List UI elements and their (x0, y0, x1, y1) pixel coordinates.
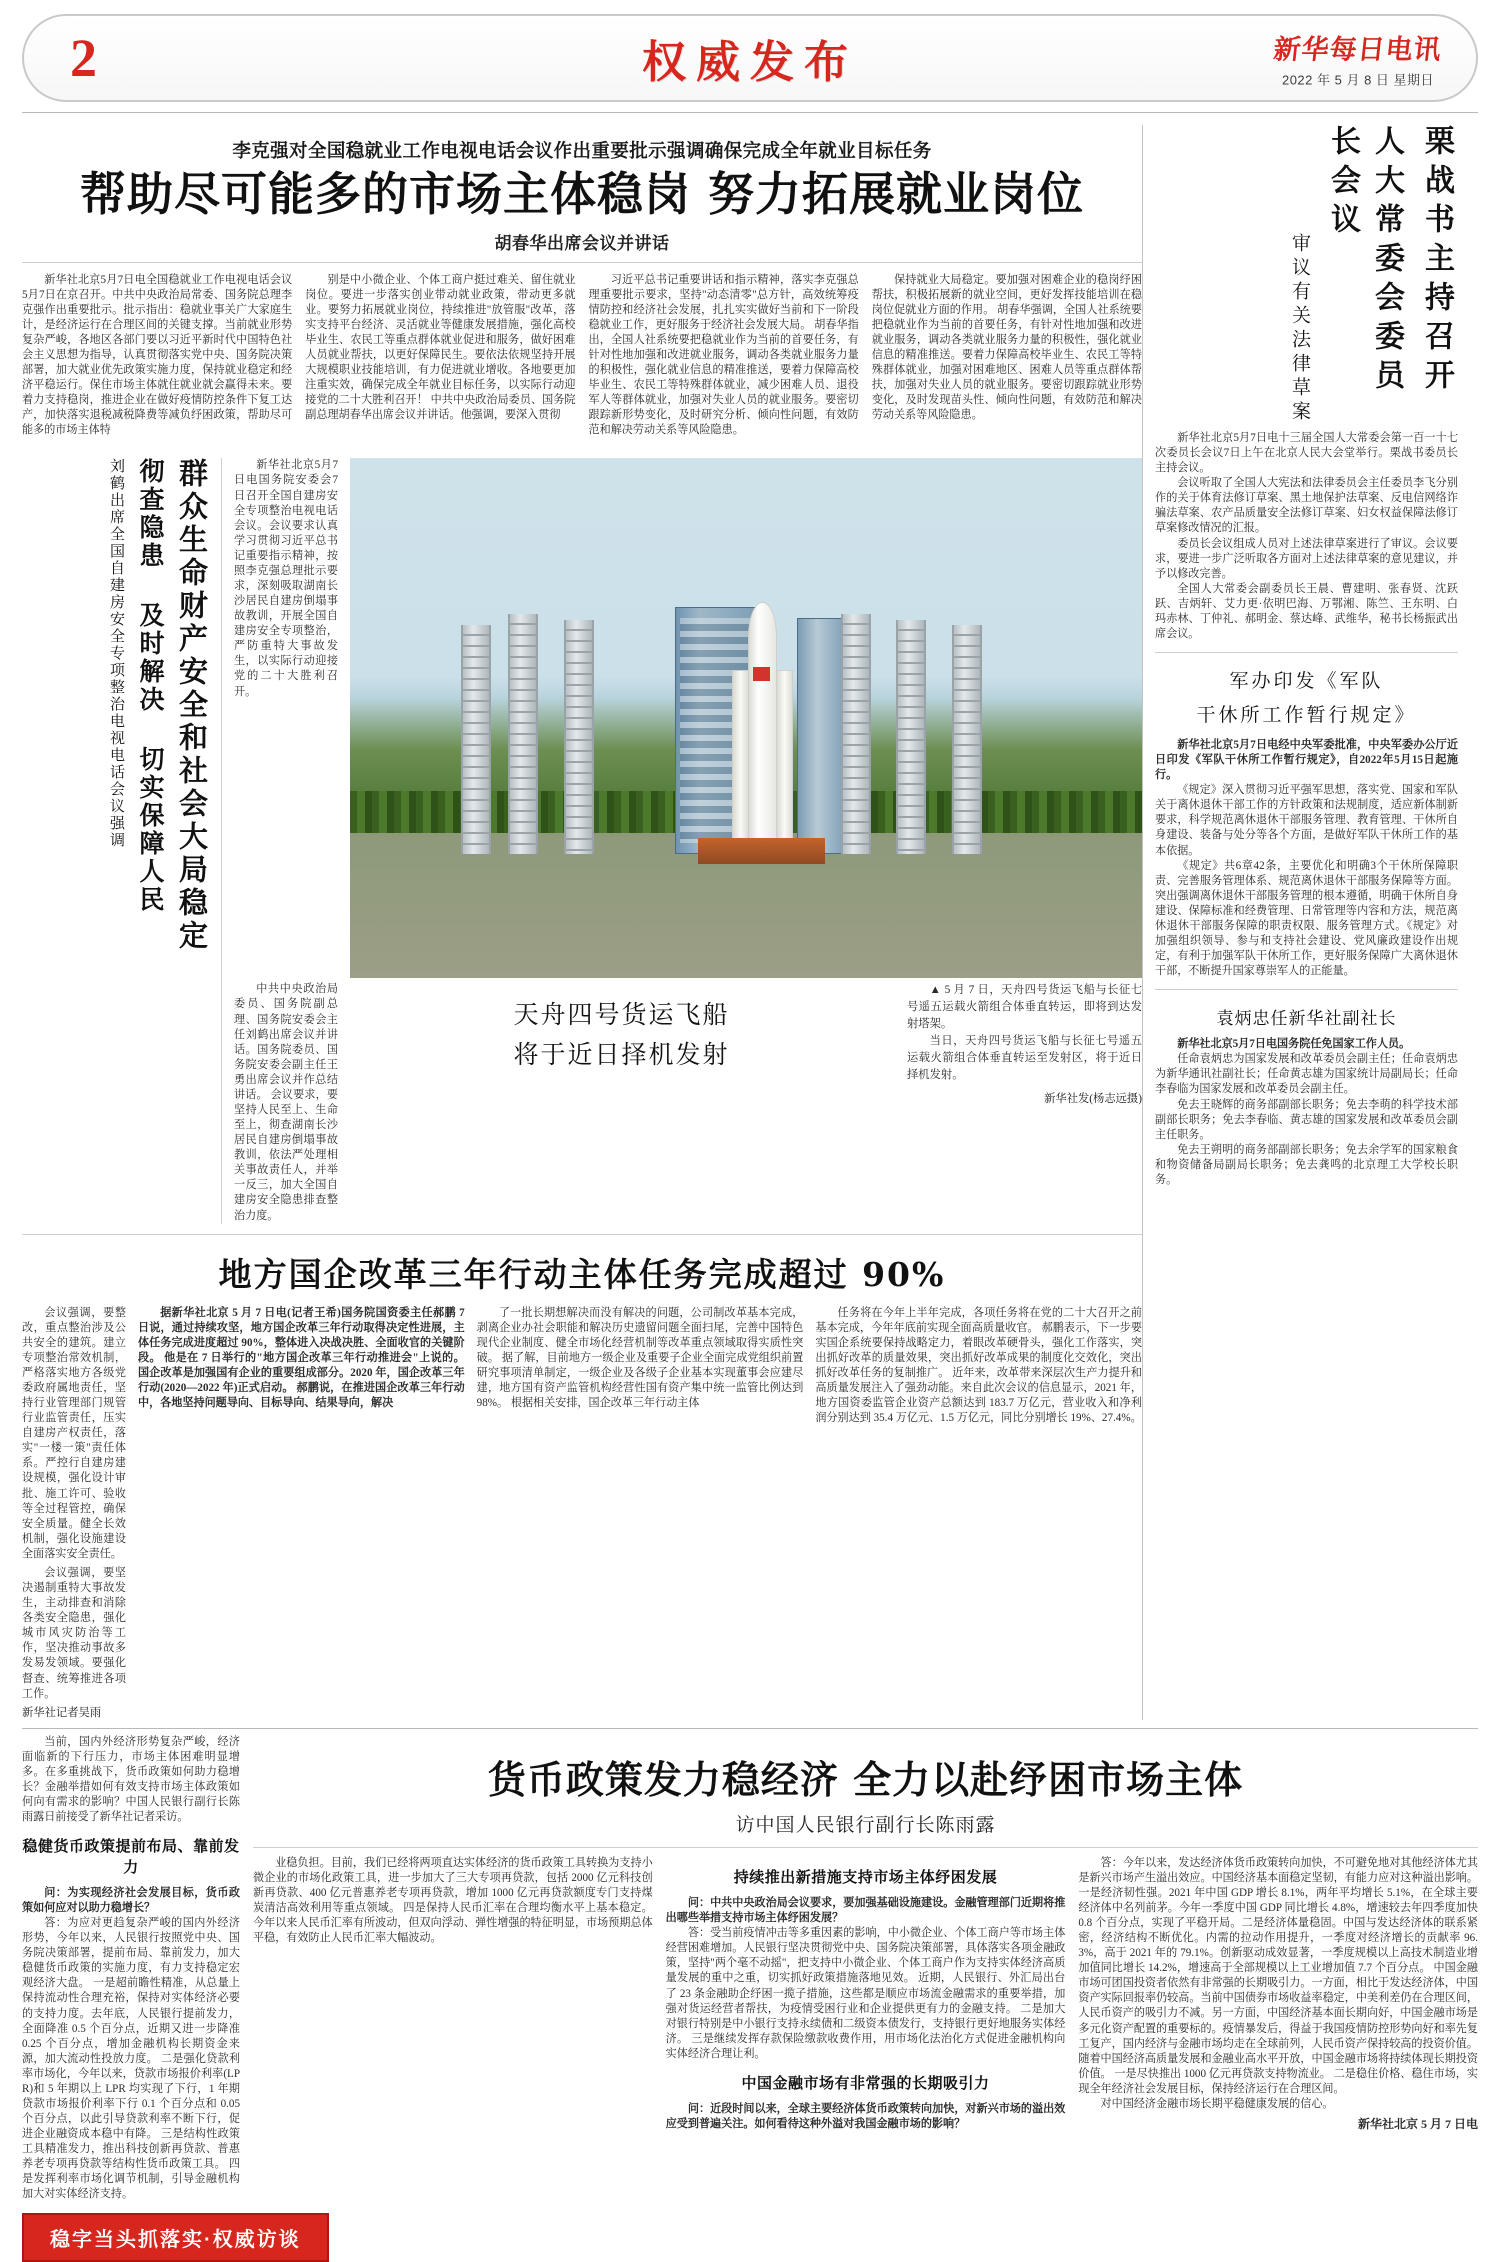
secondary-vertical-head (22, 458, 222, 1223)
secondary-story (22, 458, 1142, 1223)
rail-top-p2: 会议听取了全国人大宪法和法律委员会主任委员李飞分别作的关于体育法修订草案、黑土地保护法草案、反电信网络诈骗法草案、农产品质量安全法修订草案、妇女权益保障法修订草案修改情况的汇报。 (1155, 477, 1458, 535)
divider-under-masthead (22, 112, 1478, 113)
rail-mid-headline-line2: 干休所工作暂行规定》 (1196, 703, 1417, 726)
rail-head-line1: 栗战书主持召开 (1419, 125, 1454, 398)
masthead (22, 14, 1478, 102)
lead-col-4 (872, 273, 1142, 439)
lead-headline: 帮助尽可能多的市场主体稳岗 努力拓展就业岗位 (79, 167, 1084, 221)
interview-a1: 答：为应对更趋复杂严峻的国内外经济形势，今年以来，人民银行按照党中央、国务院决策部署，提前布局、靠前发力，加大稳健货币政策的实施力度，有力支持稳定宏观经济大盘。 一是超前瞻性精准，从总量上保持流动性合理充裕，保持对实体经济必要的支持力度。去年底，人民银行提前发力，全面降准 0.5 个百分点，近期又进一步降准 0.25 个百分点，增加金融机构长期资金来源，加大流动性投放力度。 二是强化贷款利率市场化，今年以来，贷款市场报价利率(LPR)和 5 年期以上 LPR 均实现了下行，1 年期贷款市场报价利率下行 0.1 个百分点和 0.05 个百分点，以此引导贷款利率不断下行，促进企业融资成本稳中有降。 三是结构性政策工具精准发力，推出科技创新再贷款、普惠养老专项再贷款等结构性货币政策工具。 四是发挥利率市场化调节机制，引导金融机构加大对实体经济支持。 (22, 1917, 240, 2201)
interview-a3: 答：今年以来，发达经济体货币政策转向加快，不可避免地对其他经济体尤其是新兴市场产生溢出效应。中国经济基本面稳定坚韧，有能力应对这种溢出影响。一是经济韧性强。2021 年中国 GDP 增长 8.1%，两年平均增长 5.1%，在全球主要经济体中名列前茅。今年一季度中国 GDP 同比增长 4.8%，增速较去年四季度加快 0.8 个百分点，实现了平稳开局。二是经济体量稳固。中国与发达经济体的联系紧密，经济结构不断优化。内需的拉动作用提升，一季度对经济增长的贡献率 96.3%，高于 2021 年的 79.1%。创新驱动成效显著，一季度规模以上高技术制造业增加值同比增长 14.2%，增速高于全部规模以上工业增加值 7.7 个百分点。 中国金融市场可团国投资者依然有非常强的长期吸引力。一方面，相比于发达经济体，中国资产实际回报率仍较高。当前中国债券市场收益率稳定，中美利差仍在合理区间，人民币资产的吸引力不减。另一方面，中国经济基本面长期向好，中国金融市场是多元化资产配置的重要标的。疫情暴发后，得益于我国疫情防控形势向好和率先复工复产，国内经济与金融市场均走在全球前列，人民币资产保持较高的投资价值。随着中国经济高质量发展和金融业高水平开放，中国金融市场将持续体现长期投资价值。 一是尽快推出 1000 亿元再贷款支持物流业。 二是稳住价格、稳住市场，实现全年经济社会发展目标，保持经济运行在合理区间。 (1078, 1856, 1479, 2095)
photo-caption-p1: ▲ 5 月 7 日，天舟四号货运飞船与长征七号遥五运载火箭组合体垂直转运，即将到达发射塔架。 (907, 984, 1142, 1031)
photo-credit: 新华社发(杨志远摄) (1044, 1093, 1142, 1105)
secondary-col-2-text: 中共中央政治局委员、国务院副总理、国务院安委会主任刘鹤出席会议并讲话。国务院委员、国务院安委会副主任王勇出席会议并作总结讲话。 会议要求，要坚持人民至上、生命至上，彻查湖南长沙居民自建房倒塌事故教训，依法严处理相关事故责任人，并举一反三，加大全国自建房安全隐患排查整治力度。 (234, 983, 338, 1222)
lead-col-1-text: 新华社北京5月7日电全国稳就业工作电视电话会议5月7日在京召开。中共中央政治局常委、国务院总理李克强作出重要批示。批示指出：稳就业事关广大家庭生计，是经济运行在合理区间的关键支撑。当前就业形势复杂严峻，各地区各部门要以习近平新时代中国特色社会主义思想为指导，认真贯彻落实党中央、国务院决策部署，加大就业优先政策实施力度，保持就业稳定和经济平稳运行。保住市场主体就住就业就会赢得未来。要着力支持稳岗，推进企业在做好疫情防控条件下复工达产，加快落实退税减税降费等减负纾困政策，帮助尽可能多的市场主体特 (22, 273, 293, 437)
soe-col-1 (138, 1306, 465, 1562)
secondary-col-3-text: 会议强调，要整改，重点整治涉及公共安全的建筑。建立专项整治常效机制，严格落实地方各级党委政府属地责任，坚持行业管理部门规管行业监管责任，压实自建房产权责任，落实"一楼一策"责任体系。严控行自建房建设规模，强化设计审批、施工许可、验收等全过程管控，确保安全质量。健全长效机制，强化设施建设全面落实安全责任。 (22, 1306, 126, 1560)
photo-lightning-tower (896, 620, 926, 854)
lead-shoulder: 李克强对全国稳就业工作电视电话会议作出重要批示强调确保完成全年就业目标任务 (232, 140, 932, 161)
soe-col-2 (477, 1306, 804, 1562)
secondary-head-right: 群众生命财产安全和社会大局稳定 (175, 458, 209, 954)
secondary-vertical-byline: 刘鹤出席全国自建房安全专项整治电视电话会议强调 (108, 458, 126, 850)
lead-col-4-text: 保持就业大局稳定。要加强对困难企业的稳岗纾困帮扶，积极拓展新的就业空间，更好发挥技能培训在稳岗位促就业方面的作用。 胡春华强调，全国人社系统要把稳就业作为当前的首要任务，有针对性地加强和改进就业服务，调动各类就业服务力量的积极性，强化就业信息的精准推送。要着力保障高校毕业生、农民工等特殊群体就业，加强对困难地区、困难人员等重点群体帮扶，加强对失业人员的就业服务。要密切跟踪就业形势变化，及时发现苗头性、倾向性问题，有效防范和解决劳动关系等风险隐患。 (871, 273, 1142, 422)
photo-lightning-tower (461, 625, 491, 854)
photo-caption-p2: 当日，天舟四号货运飞船与长征七号遥五运载火箭组合体垂直转运至发射区，将于近日择机发射。 (907, 1035, 1142, 1082)
page-number: 2 (70, 28, 97, 88)
photo-rocket-booster (776, 670, 793, 849)
secondary-col-3 (22, 1306, 126, 1562)
rail-bottom-p4: 免去王朔明的商务部副部长职务；免去余学军的国家粮食和物资储备局副局长职务；免去龚鸣的北京理工大学校长职务。 (1155, 1143, 1458, 1186)
photo-caption-title-line2: 将于近日择机发射 (513, 1039, 730, 1069)
photo-caption-text (907, 982, 1142, 1223)
interview-q2: 问：中共中央政治局会议要求，要加强基础设施建设。金融管理部门近期将推出哪些举措支持市场主体纾困发展？ (665, 1897, 1066, 1925)
interview-col-1 (253, 1856, 653, 2133)
rail-bottom-p3: 免去王晓辉的商务部副部长职务；免去李萌的科学技术部副部长职务；免去李春临、黄志雄的国家发展和改革委员会副主任职务。 (1155, 1098, 1458, 1141)
soe-col-3 (815, 1306, 1142, 1562)
photo-caption-row (350, 982, 1142, 1223)
soe-columns (22, 1306, 1142, 1562)
lead-col-3 (589, 273, 859, 439)
lead-col-1 (22, 273, 292, 439)
rail-bottom-body (1155, 1037, 1458, 1188)
rail-mid-p2: 《规定》深入贯彻习近平强军思想，落实党、国家和军队关于离休退休干部工作的方针政策和法规制度，适应新体制新要求，科学规范离休退休干部服务管理、教育管理、干休所自身建设、装备与处分等各个方面，是做好军队干休所工作的基本依据。 (1155, 784, 1458, 857)
secondary-body (234, 458, 1142, 1223)
interview-col-2 (666, 1856, 1066, 2133)
interview-columns (253, 1856, 1478, 2133)
top-section (22, 125, 1478, 1720)
rail-head-line2: 人大常委会委员长会议 (1325, 125, 1404, 398)
interview-lead-col (22, 1735, 240, 2203)
interview-section-1-title: 稳健货币政策提前布局、靠前发力 (22, 1838, 240, 1876)
divider-rail-mid (1155, 652, 1458, 653)
brand-block (1274, 28, 1442, 89)
divider-rail-bottom (1155, 989, 1458, 990)
interview-q3: 问：近段时间以来，全球主要经济体货币政策转向加快，对新兴市场的溢出效应受到普遍关注。如何看待这种外溢对我国金融市场的影响？ (665, 2103, 1066, 2131)
footer-ribbon: 稳字当头抓落实·权威访谈 (22, 2213, 329, 2262)
lead-story (22, 125, 1142, 1720)
interview-col-1-text: 业稳负担。目前，我们已经将两项直达实体经济的货币政策工具转换为支持小微企业的市场化政策工具，进一步加大了三大专项再贷款，包括 2000 亿元科技创新再贷款、400 亿元普惠养老专项再贷款，增加 1000 亿元再贷款额度专门支持煤炭清洁高效利用等重点领域。 四是保持人民币汇率在合理均衡水平上基本稳定。今年以来人民币汇率有所波动，但双向浮动、弹性增强的特征明显，市场预期总体平稳，有效防止人民币汇率大幅波动。 (253, 1856, 653, 1945)
interview-col-3 (1078, 1856, 1478, 2133)
secondary-col-2 (234, 982, 338, 1223)
secondary-head-left: 彻查隐患 及时解决 切实保障人民 (136, 458, 165, 915)
rail-bottom-p1: 新华社北京5月7日电国务院任免国家工作人员。 (1177, 1038, 1411, 1051)
interview-a2: 答：受当前疫情冲击等多重因素的影响，中小微企业、个体工商户等市场主体经营困难增加。人民银行坚决贯彻党中央、国务院决策部署，具体落实各项金融政策，坚持"两个毫不动摇"，把支持中小微企业、个体工商户作为支持实体经济高质量发展的重中之重，切实抓好政策措施落地见效。 近期，人民银行、外汇局出台了 23 条金融助企纾困一揽子措施，这些都是顺应市场流金融需求的重要举措，加强对货运经营者帮扶，为疫情受困行业和企业提供更有力的金融支持。 二是加大对银行特别是中小银行支持永续债和二级资本债发行，支持银行更好地服务实体经济。 三是继续发挥存款保险缴款收费作用，用市场化法治化方式促进金融机构向实体经济合理让利。 (665, 1927, 1066, 2060)
photo-block (350, 458, 1142, 978)
lead-col-2 (305, 273, 575, 439)
interview-q1: 问：为实现经济社会发展目标，货币政策如何应对以助力稳增长？ (22, 1886, 240, 1914)
newspaper-page (0, 14, 1500, 2251)
interview-main (253, 1735, 1478, 2203)
divider-interview (253, 1847, 1478, 1848)
interview-endline: 新华社北京 5 月 7 日电 (1358, 2116, 1479, 2131)
photo-rocket (748, 602, 777, 848)
photo-lightning-tower (952, 625, 982, 854)
secondary-col-1-text: 新华社北京5月7日电国务院安委会7日召开全国自建房安全专项整治电视电话会议。会议要求认真学习贯彻习近平总书记重要指示精神，按照李克强总理批示要求，深刻吸取湖南长沙居民自建房倒塌事故教训，开展全国自建房安全专项整治，严防重特大事故发生，以实际行动迎接党的二十大胜利召开。 (234, 459, 338, 698)
secondary-col-4-text: 会议强调，要坚决遏制重特大事故发生，主动排查和消除各类安全隐患，强化城市风灾防治等工作，坚决推动事故多发易发领域。要强化督查、统筹推进各项工作。 (22, 1566, 126, 1700)
rocket-photo (350, 458, 1142, 978)
interview-lead-text: 当前，国内外经济形势复杂严峻，经济面临新的下行压力，市场主体困难明显增多。在多重挑战下，货币政策如何助力稳增长？金融举措如何有效支持市场主体政策如何向有需求的影响？中国人民银行副行长陈雨露日前接受了新华社记者采访。 (22, 1735, 240, 1824)
rail-mid-body (1155, 738, 1458, 979)
interview-section (22, 1735, 1478, 2203)
photo-lightning-tower (841, 614, 871, 853)
soe-col-1-text: 据新华社北京 5 月 7 日电(记者王希)国务院国资委主任郝鹏 7 日说，通过持续攻坚，地方国企改革三年行动取得决定性进展，主体任务完成进度超过 90%，整体进入决战决胜、全面收官的关键阶段。 他是在 7 日举行的"地方国企改革三年行动推进会"上说的。 国企改革是加强国有企业的重要组成部分。2020 年，国企改革三年行动(2020—2022 年)正式启动。 郝鹏说，在推进国企改革三年行动中，各地坚持问题导向、目标导向、结果导向，解决 (138, 1306, 465, 1410)
rail-top-p3: 委员长会议组成人员对上述法律草案进行了审议。会议要求，要进一步广泛听取各方面对上述法律草案的意见建议，并予以修改完善。 (1155, 537, 1458, 580)
lead-columns (22, 273, 1142, 439)
rail-mid-headline-line1: 军办印发《军队 (1229, 670, 1384, 693)
brand-name: 新华每日电讯 (1272, 34, 1444, 66)
rail-top-headline (1155, 125, 1458, 425)
photo-lightning-tower (564, 620, 594, 854)
lead-col-2-text: 别是中小微企业、个体工商户挺过难关、留住就业岗位。要进一步落实创业带动就业政策，带动更多就业。要努力拓展就业岗位，持续推进"放管服"改革，落实支持平台经济、灵活就业等健康发展措施，强化高校毕业生、农民工等重点群体就业促进和服务，做好困难人员就业帮扶，以更好保障民生。要依法依规坚持开展大规模职业技能培训，有力促进就业增收。各地要更加注重实效，确保完成全年就业目标任务，以实际行动迎接党的二十大胜利召开！ 中共中央政治局委员、国务院副总理胡春华出席会议并讲话。他强调，要深入贯彻 (305, 273, 576, 422)
interview-section-3-title: 中国金融市场有非常强的长期吸引力 (741, 2074, 990, 2092)
secondary-reporter: 新华社记者吴雨 (22, 1706, 102, 1719)
lead-subhead: 胡春华出席会议并讲话 (494, 233, 670, 253)
photo-rocket-base (698, 838, 825, 864)
soe-col-3-text: 任务将在今年上半年完成，各项任务将在党的二十大召开之前基本完成，今年年底前实现全面高质量收官。 郝鹏表示，下一步要实国企系统要保持战略定力，着眼改革硬骨头，强化工作落实，突出抓好改革的质量效果，突出抓好改革成果的制度化交效化，突出抓好改革任务的复制推广。 近年来，改革带来深层次生产力提升和高质量发展注入了强劲动能。来自此次会议的信息显示，2021 年，地方国资委监管企业资产总额达到 183.7 万亿元，营业收入和净利润分别达到 35.4 万亿元、1.5 万亿元，同比分别增长 19%、27.4%。 (815, 1306, 1143, 1425)
issue-date: 2022 年 5 月 8 日 星期日 (1281, 72, 1435, 88)
soe-headline: 地方国企改革三年行动主体任务完成超过 90% (218, 1254, 946, 1294)
rail-top-p4: 全国人大常委会副委员长王晨、曹建明、张春贤、沈跃跃、吉炳轩、艾力更·依明巴海、万鄂湘、陈竺、王东明、白玛赤林、丁仲礼、郝明金、蔡达峰、武维华，秘书长杨振武出席会议。 (1155, 582, 1458, 641)
rail-head-line3: 审议有关法律草案 (1289, 233, 1311, 425)
photo-umbilical-tower (797, 618, 847, 854)
interview-section-2-title: 持续推出新措施支持市场主体纾困发展 (733, 1868, 998, 1886)
interview-headline: 货币政策发力稳经济 全力以赴纾困市场主体 (487, 1756, 1244, 1802)
section-title: 权威发布 (642, 37, 858, 88)
divider-soe (22, 1234, 1142, 1235)
lead-col-3-text: 习近平总书记重要讲话和指示精神，落实李克强总理重要批示要求，坚持"动态清零"总方针，高效统筹疫情防控和经济社会发展，扎扎实实做好当前和下一阶段稳就业工作，更好服务于经济社会发展大局。 胡春华指出，全国人社系统要把稳就业作为当前的首要任务，有针对性地加强和改进就业服务，调动各类就业服务力量的积极性，强化就业信息的精准推送，要着力保障高校毕业生、农民工等特殊群体就业，减少困难人员、退役军人等群体就业，加强对失业人员的就业服务。要密切跟踪新形势变化，及时研究分析、倾向性问题，有效防范和解决劳动关系等风险隐患。 (588, 273, 859, 437)
interview-end-text: 对中国经济金融市场长期平稳健康发展的信心。 (1100, 2097, 1334, 2110)
rail-top-p1: 新华社北京5月7日电十三届全国人大常委会第一百一十七次委员长会议7日上午在北京人民大会堂举行。栗战书委员长主持会议。 (1155, 432, 1458, 475)
footer (22, 2213, 1478, 2262)
photo-caption-title-line1: 天舟四号货运飞船 (513, 1000, 730, 1030)
rail-mid-p3: 《规定》共6章42条，主要优化和明确3个干休所保障职责、完善服务管理体系、规范离休退休干部服务保障等方面。突出强调离休退休干部服务管理的根本遵循，明确干休所自身建设、保障标准和经费管理、日常管理等内容和方法，规范离休退休干部服务保障的职责权限、服务管理方式。《规定》对加强组织领导、参与和支持社会建设、党风廉政建设作出规定，有利于加强军队干休所工作，更好服务保障广大离休退休干部，不断提升国家尊崇军人的正能量。 (1155, 859, 1458, 978)
interview-subhead: 访中国人民银行副行长陈雨露 (735, 1814, 996, 1836)
secondary-col-4 (22, 1566, 126, 1702)
soe-col-2-text: 了一批长期想解决而没有解决的问题，公司制改革基本完成，剥离企业办社会职能和解决历史遗留问题全面扫尾，完善中国特色现代企业制度、健全市场化经营机制等改革重点领域取得实质性突破。 据了解，目前地方一级企业及重要子企业全面完成党组织前置研究事项清单制定，一级企业及各级子企业基本实现董事会应建尽建，地方国有资产监管机构经营性国有资产集中统一监管比例达到 98%。 根据相关安排，国企改革三年行动主体 (476, 1306, 804, 1410)
divider-bottom-section (22, 1728, 1478, 1729)
photo-rocket-booster (732, 670, 749, 849)
secondary-col-1 (234, 458, 338, 978)
rail-mid-p1: 新华社北京5月7日电经中央军委批准，中央军委办公厅近日印发《军队干休所工作暂行规定》，自2022年5月15日起施行。 (1155, 738, 1458, 782)
photo-lightning-tower (508, 614, 538, 853)
divider-lead (22, 262, 1142, 263)
right-rail (1142, 125, 1458, 1720)
rail-bottom-headline: 袁炳忠任新华社副社长 (1216, 1009, 1397, 1030)
rail-top-body (1155, 431, 1458, 642)
rail-bottom-p2: 任命袁炳忠为国家发展和改革委员会副主任；任命袁炳忠为新华通讯社副社长；任命黄志雄为国家统计局副局长；任命李春临为国家发展和改革委员会副主任。 (1155, 1053, 1458, 1096)
